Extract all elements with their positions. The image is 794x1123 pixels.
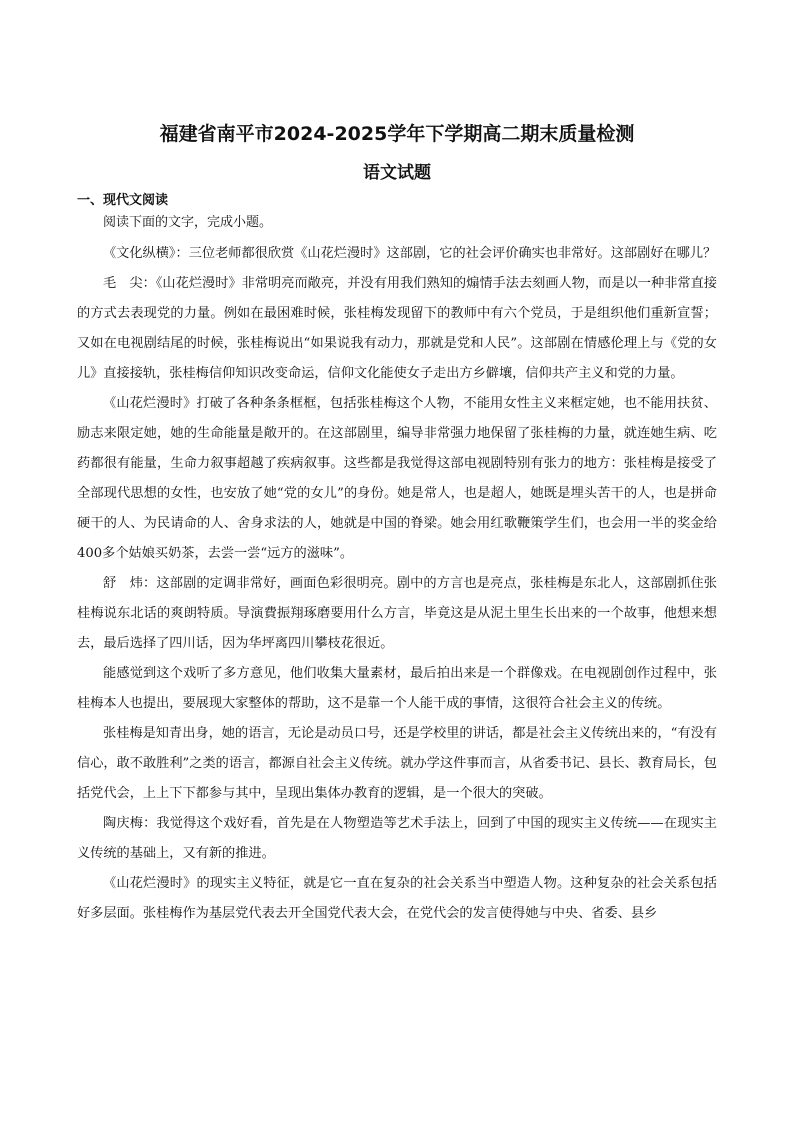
paragraph-7: 陶庆梅：我觉得这个戏好看，首先是在人物塑造等艺术手法上，回到了中国的现实主义传统——在现实主义传统的基础上，又有新的推进。 bbox=[77, 816, 717, 861]
article-body bbox=[77, 239, 717, 929]
document-title: 福建省南平市2024-2025学年下学期高二期末质量检测 bbox=[159, 123, 635, 145]
paragraph-8: 《山花烂漫时》的现实主义特征，就是它一直在复杂的社会关系当中塑造人物。这种复杂的社会关系包括好多层面。张桂梅作为基层党代表去开全国党代表大会，在党代会的发言使得她与中央、省委、县乡 bbox=[77, 876, 717, 921]
paragraph-3: 《山花烂漫时》打破了各种条条框框，包括张桂梅这个人物，不能用女性主义来框定她，也不能用扶贫、励志来限定她，她的生命能量是敞开的。在这部剧里，编导非常强力地保留了张桂梅的力量，就连她生病、吃药都很有能量，生命力叙事超越了疾病叙事。这些都是我觉得这部电视剧特别有张力的地方：张桂梅是接受了全部现代思想的女性，也安放了她“党的女儿”的身份。她是常人，也是超人，她既是埋头苦干的人，也是拼命硬干的人、为民请命的人、舍身求法的人，她就是中国的脊梁。她会用红歌鞭策学生们，也会用一半的奖金给400多个姑娘买奶茶，去尝一尝“远方的滋味”。 bbox=[77, 396, 717, 561]
paragraph-5: 能感觉到这个戏听了多方意见，他们收集大量素材，最后拍出来是一个群像戏。在电视剧创作过程中，张桂梅本人也提出，要展现大家整体的帮助，这不是靠一个人能干成的事情，这很符合社会主义的传统。 bbox=[77, 666, 717, 711]
paragraph-6: 张桂梅是知青出身，她的语言，无论是动员口号，还是学校里的讲话，都是社会主义传统出来的，“有没有信心，敢不敢胜利”之类的语言，都源自社会主义传统。就办学这件事而言，从省委书记、县长、教育局长，包括党代会，上上下下都参与其中，呈现出集体办教育的逻辑，是一个很大的突破。 bbox=[77, 726, 717, 801]
paragraph-4: 舒 炜：这部剧的定调非常好，画面色彩很明亮。剧中的方言也是亮点，张桂梅是东北人，这部剧抓住张桂梅说东北话的爽朗特质。导演費振翔琢磨要用什么方言，毕竟这是从泥土里生长出来的一个故事，他想来想去，最后选择了四川话，因为华坪离四川攀枝花很近。 bbox=[77, 576, 717, 651]
document-subtitle: 语文试题 bbox=[363, 163, 431, 183]
section-heading: 一、现代文阅读 bbox=[77, 193, 169, 208]
paragraph-2: 毛 尖：《山花烂漫时》非常明亮而敞亮，并没有用我们熟知的煽情手法去刻画人物，而是以一种非常直接的方式去表现党的力量。例如在最困难时候，张桂梅发现留下的教师中有六个党员，于是组织他们重新宣誓；又如在电视剧结尾的时候，张桂梅说出“如果说我有动力，那就是党和人民”。这部剧在情感伦理上与《党的女儿》直接接轨，张桂梅信仰知识改变命运，信仰文化能使女子走出方乡僻壤，信仰共产主义和党的力量。 bbox=[77, 276, 717, 381]
reading-instruction: 阅读下面的文字，完成小题。 bbox=[103, 215, 273, 230]
paragraph-1: 《文化纵横》：三位老师都很欣赏《山花烂漫时》这部剧，它的社会评价确实也非常好。这部剧好在哪儿？ bbox=[103, 246, 717, 261]
